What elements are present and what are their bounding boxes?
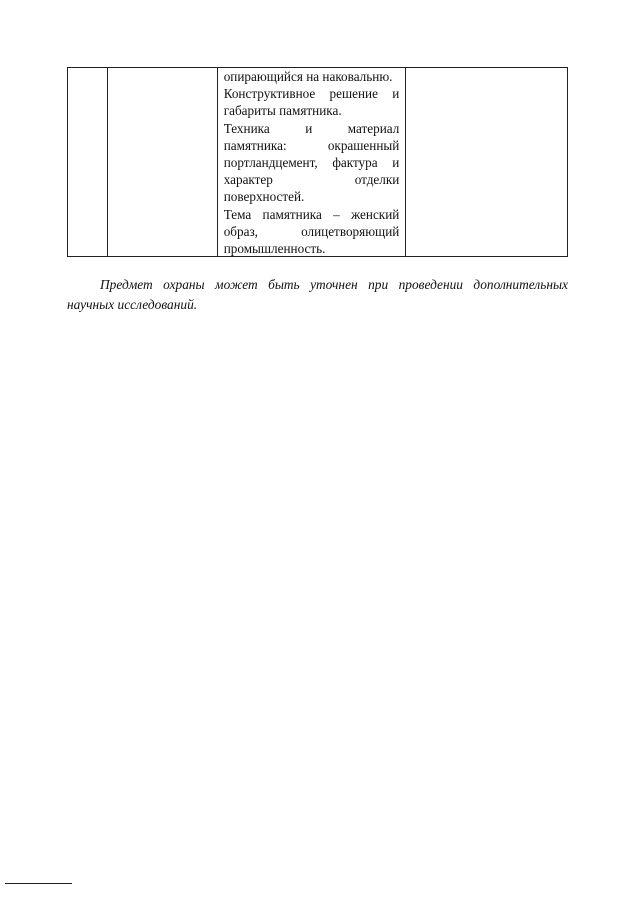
protection-subject-table xyxy=(67,67,568,257)
description-line: Тема памятника – женский xyxy=(223,206,400,222)
description-line: характер отделки xyxy=(223,172,400,188)
description-line: образ, олицетворяющий xyxy=(223,223,400,239)
description-text xyxy=(224,68,400,257)
note-line: Предмет охраны может быть уточнен при проведении дополнительных xyxy=(100,277,568,292)
table-cell-description xyxy=(218,68,407,256)
table-cell-number xyxy=(68,68,108,256)
description-line: габариты памятника. xyxy=(223,103,342,119)
table-cell-notes xyxy=(406,68,568,256)
description-line: опирающийся на наковальню. xyxy=(223,69,393,84)
description-line: памятника: окрашенный xyxy=(223,137,400,153)
description-line: Техника и материал xyxy=(223,120,400,136)
footnote-separator xyxy=(5,883,72,884)
description-line: промышленность. xyxy=(223,241,326,257)
description-line: поверхностей. xyxy=(223,189,305,205)
description-line: портландцемент, фактура и xyxy=(223,155,400,171)
table-cell-name xyxy=(108,68,218,256)
note-line: научных исследований. xyxy=(67,297,198,312)
protection-note xyxy=(67,275,568,315)
description-line: Конструктивное решение и xyxy=(223,86,400,102)
